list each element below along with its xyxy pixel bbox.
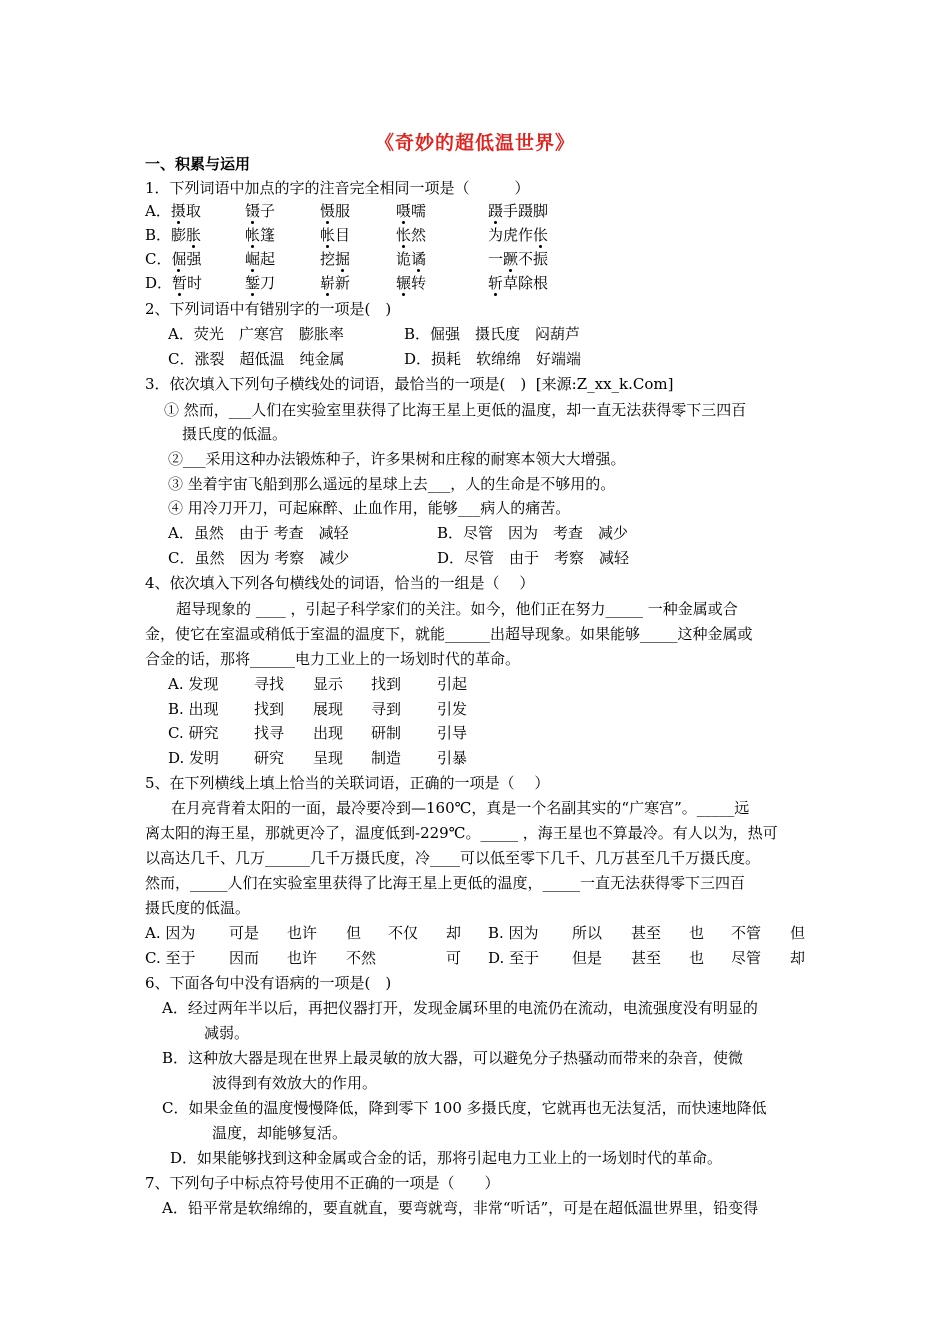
q1-option-d-3: 崭新 <box>320 274 351 292</box>
q1-b5-char: 伥 <box>533 226 549 244</box>
q4-c-2: 找寻 <box>254 724 285 742</box>
q3-option-d: D．尽管 由于 考察 减轻 <box>437 549 630 567</box>
q1-d5-char: 斩 <box>488 274 504 292</box>
q5-a-5: 不仅 <box>388 924 419 942</box>
q1-b3-char: 帐 <box>320 226 336 244</box>
q6-option-a-cont: 减弱。 <box>204 1024 250 1042</box>
q1-option-a-4: 嗫嚅 <box>396 202 427 220</box>
q1-c3-char: 掘 <box>335 250 351 268</box>
q1-option-d-2: 錾刀 <box>245 274 276 292</box>
q2-option-a: A．荧光 广寒宫 膨胀率 <box>168 325 344 343</box>
q1-b-char: 胀 <box>186 226 202 244</box>
q5-a-2: 可是 <box>229 924 260 942</box>
q4-b-2: 找到 <box>254 700 285 718</box>
q4-d-3: 呈现 <box>313 749 344 767</box>
q4-c-5: 引导 <box>437 724 468 742</box>
q3-sentence-1: ① 然而，___人们在实验室里获得了比海王星上更低的温度，却一直无法获得零下三四百 <box>164 401 747 419</box>
q5-paragraph-line-4: 然而，_____人们在实验室里获得了比海王星上更低的温度，_____一直无法获得零下三四百 <box>145 874 746 892</box>
q5-a-3: 也许 <box>287 924 318 942</box>
q5-paragraph-line-1: 在月亮背着太阳的一面，最冷要冷到—160℃，真是一个名副其实的“广寒宫”。_____远 <box>171 799 750 817</box>
q5-c-2: 因而 <box>229 949 260 967</box>
q1-option-a-5: 蹑手蹑脚 <box>488 202 549 220</box>
q4-b-3: 展现 <box>313 700 344 718</box>
q3-option-b: B．尽管 因为 考查 减少 <box>437 524 629 542</box>
q1-a4-char: 嗫 <box>396 202 412 220</box>
q2-option-b: B．倔强 摄氏度 闷葫芦 <box>404 325 581 343</box>
q5-b-6: 但 <box>790 924 806 942</box>
q2-option-d: D．损耗 软绵绵 好端端 <box>404 350 582 368</box>
q1-option-b-5: 为虎作伥 <box>488 226 549 244</box>
question-4-stem: 4、依次填入下列各句横线处的词语，恰当的一组是（ ） <box>145 574 535 592</box>
q3-option-c: C．虽然 因为 考察 减少 <box>168 549 350 567</box>
q1-b2-char: 帐 <box>245 226 261 244</box>
question-5-stem: 5、在下列横线上填上恰当的关联词语，正确的一项是（ ） <box>145 774 550 792</box>
q5-d-6: 却 <box>790 949 806 967</box>
q4-paragraph-line-1: 超导现象的 ____ ，引起子科学家们的关注。如今，他们正在努力_____ 一种金属或合 <box>176 600 738 618</box>
q4-d-2: 研究 <box>254 749 285 767</box>
q6-option-b-cont: 波得到有效放大的作用。 <box>212 1074 378 1092</box>
q1-c-char: 倔 <box>171 250 187 268</box>
q4-b-1: B. 出现 <box>168 700 219 718</box>
q5-c-4: 不然 <box>346 949 377 967</box>
q1-option-c-2: 崛起 <box>245 250 276 268</box>
q1-d-char: 暂 <box>172 274 188 292</box>
q4-d-1: D. 发明 <box>168 749 220 767</box>
q4-a-5: 引起 <box>437 675 468 693</box>
q6-option-a: A．经过两年半以后，再把仪器打开，发现金属环里的电流仍在流动，电流强度没有明显的 <box>162 999 758 1017</box>
q6-option-d: D．如果能够找到这种金属或合金的话，那将引起电力工业上的一场划时代的革命。 <box>170 1149 723 1167</box>
question-7-stem: 7、下列句子中标点符号使用不正确的一项是（ ） <box>145 1174 500 1192</box>
q4-c-3: 出现 <box>313 724 344 742</box>
q7-option-a: A．铅平常是软绵绵的，要直就直，要弯就弯，非常“听话”，可是在超低温世界里，铅变得 <box>162 1199 759 1217</box>
q5-b-4: 也 <box>689 924 705 942</box>
q5-b-2: 所以 <box>572 924 603 942</box>
section-heading: 一、积累与运用 <box>145 155 251 173</box>
q1-b4-char: 怅 <box>396 226 412 244</box>
question-2-stem: 2、下列词语中有错别字的一项是( ) <box>145 300 392 318</box>
q1-option-c: C．倔强 <box>145 250 202 268</box>
q1-option-b-3: 帐目 <box>320 226 351 244</box>
q5-d-4: 也 <box>689 949 705 967</box>
q5-b-5: 不管 <box>731 924 762 942</box>
q5-c-3: 也许 <box>287 949 318 967</box>
question-1-stem: 1．下列词语中加点的字的注音完全相同一项是（ ） <box>145 179 530 197</box>
q5-paragraph-line-5: 摄氏度的低温。 <box>145 899 251 917</box>
q6-option-c-cont: 温度，却能够复活。 <box>212 1124 348 1142</box>
q1-c5-char: 蹶 <box>503 250 519 268</box>
q5-d-5: 尽管 <box>731 949 762 967</box>
q3-sentence-4: ④ 用冷刀开刀，可起麻醉、止血作用，能够___病人的痛苦。 <box>168 499 571 517</box>
q3-option-a: A．虽然 由于 考查 减轻 <box>168 524 349 542</box>
q3-sentence-1-cont: 摄氏度的低温。 <box>182 425 288 443</box>
q1-c2-char: 崛 <box>245 250 261 268</box>
q4-d-5: 引暴 <box>437 749 468 767</box>
q1-option-a: A．摄取 <box>145 202 201 220</box>
q4-a-3: 显示 <box>313 675 344 693</box>
q1-a2-char: 镊 <box>245 202 261 220</box>
question-6-stem: 6、下面各句中没有语病的一项是( ) <box>145 974 392 992</box>
q1-option-b-4: 怅然 <box>396 226 427 244</box>
q1-d2-char: 錾 <box>245 274 261 292</box>
q5-c-5: 可 <box>446 949 462 967</box>
q4-a-1: A. 发现 <box>168 675 219 693</box>
q6-option-b: B．这种放大器是现在世界上最灵敏的放大器，可以避免分子热骚动而带来的杂音，使微 <box>162 1049 744 1067</box>
q5-paragraph-line-2: 离太阳的海王星，那就更冷了，温度低到-229℃。_____ ，海王星也不算最冷。有人以为，热可 <box>145 824 778 842</box>
q1-option-c-5: 一蹶不振 <box>488 250 549 268</box>
q1-option-b: B．膨胀 <box>145 226 202 244</box>
q5-c-1: C. 至于 <box>145 949 196 967</box>
q3-sentence-3: ③ 坐着宇宙飞船到那么遥远的星球上去___，人的生命是不够用的。 <box>168 475 616 493</box>
document-title: 《奇妙的超低温世界》 <box>374 132 575 154</box>
q1-a5-char: 蹑 <box>488 202 504 220</box>
q4-c-1: C. 研究 <box>168 724 219 742</box>
q5-a-1: A. 因为 <box>145 924 196 942</box>
q1-a3-char: 慑 <box>320 202 336 220</box>
q4-b-5: 引发 <box>437 700 468 718</box>
q1-option-c-3: 挖掘 <box>320 250 351 268</box>
q1-option-d-5: 斩草除根 <box>488 274 549 292</box>
q5-a-4: 但 <box>346 924 362 942</box>
q6-option-c: C．如果金鱼的温度慢慢降低，降到零下 100 多摄氏度，它就再也无法复活，而快速地降低 <box>162 1099 767 1117</box>
q4-d-4: 制造 <box>371 749 402 767</box>
q1-option-a-3: 慑服 <box>320 202 351 220</box>
q1-d4-char: 辗 <box>396 274 412 292</box>
q1-c4-char: 谲 <box>411 250 427 268</box>
q5-d-1: D. 至于 <box>488 949 540 967</box>
q1-option-b-2: 帐篷 <box>245 226 276 244</box>
q4-paragraph-line-3: 合金的话，那将______电力工业上的一场划时代的革命。 <box>145 650 521 668</box>
q1-option-d-4: 辗转 <box>396 274 427 292</box>
q1-a-char: 摄 <box>170 202 186 220</box>
q1-d3-char: 崭 <box>320 274 336 292</box>
q1-option-a-2: 镊子 <box>245 202 276 220</box>
q4-c-4: 研制 <box>371 724 402 742</box>
q4-a-2: 寻找 <box>254 675 285 693</box>
q5-d-2: 但是 <box>572 949 603 967</box>
q4-paragraph-line-2: 金，使它在室温或稍低于室温的温度下，就能______出超导现象。如果能够_____这种金属或 <box>145 625 753 643</box>
q4-b-4: 寻到 <box>371 700 402 718</box>
q5-b-3: 甚至 <box>631 924 662 942</box>
q1-option-c-4: 诡谲 <box>396 250 427 268</box>
q5-paragraph-line-3: 以高达几千、几万______几千万摄氏度，冷____可以低至零下几千、几万甚至几千万摄氏度。 <box>145 849 761 867</box>
q5-a-6: 却 <box>446 924 462 942</box>
question-3-stem: 3．依次填入下列句子横线处的词语，最恰当的一项是( ) [来源:Z_xx_k.Com] <box>145 375 674 393</box>
q2-option-c: C．涨裂 超低温 纯金属 <box>168 350 345 368</box>
q5-d-3: 甚至 <box>631 949 662 967</box>
q3-sentence-2: ②___采用这种办法锻炼种子，许多果树和庄稼的耐寒本领大大增强。 <box>168 450 626 468</box>
q4-a-4: 找到 <box>371 675 402 693</box>
q1-option-d: D．暂时 <box>145 274 203 292</box>
q5-b-1: B. 因为 <box>488 924 539 942</box>
